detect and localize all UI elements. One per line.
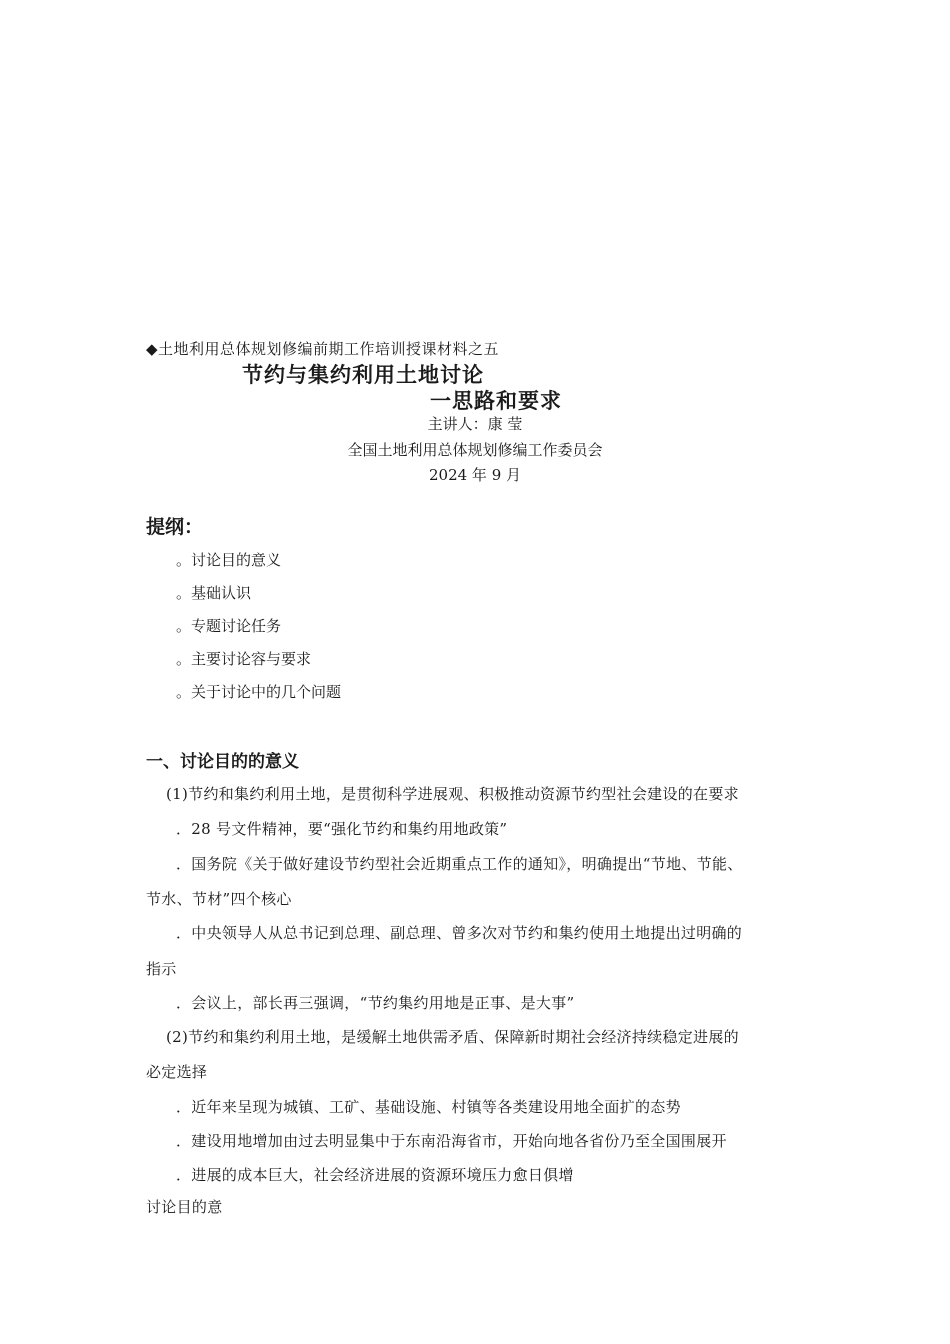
paragraph-line: ．近年来呈现为城镇、工矿、基础设施、村镇等各类建设用地全面扩的态势 [176,1098,681,1116]
organization: 全国土地利用总体规划修编工作委员会 [347,441,603,459]
outline-item: 。专题讨论任务 [176,617,282,635]
paragraph-line: 节水、节材”四个核心 [146,890,292,908]
paragraph-line: (2)节约和集约利用土地，是缓解土地供需矛盾、保障新时期社会经济持续稳定进展的 [166,1028,739,1046]
footer-text: 讨论目的意 [146,1198,223,1216]
outline-item: 。讨论目的意义 [176,551,282,569]
speaker: 主讲人：康 莹 [427,415,523,433]
paragraph-line: (1)节约和集约利用土地，是贯彻科学进展观、积极推动资源节约型社会建设的在要求 [166,785,739,803]
document-subtitle: 一思路和要求 [430,388,562,413]
document-title: 节约与集约利用土地讨论 [242,362,484,387]
outline-item: 。关于讨论中的几个问题 [176,683,342,701]
outline-heading: 提纲： [146,516,204,538]
paragraph-line: 必定选择 [146,1063,208,1081]
paragraph-line: ．中央领导人从总书记到总理、副总理、曾多次对节约和集约使用土地提出过明确的 [176,924,743,942]
outline-item: 。基础认识 [176,584,252,602]
outline-item: 。主要讨论容与要求 [176,650,312,668]
paragraph-line: ．国务院《关于做好建设节约型社会近期重点工作的通知》，明确提出“节地、节能、 [176,855,743,873]
paragraph-line: ．会议上，部长再三强调，“节约集约用地是正事、是大事” [176,994,575,1012]
paragraph-line: ．进展的成本巨大，社会经济进展的资源环境压力愈日俱增 [176,1166,574,1184]
series-note: ◆土地利用总体规划修编前期工作培训授课材料之五 [146,340,500,358]
paragraph-line: ．建设用地增加由过去明显集中于东南沿海省市，开始向地各省份乃至全国围展开 [176,1132,727,1150]
paragraph-line: 指示 [146,960,177,978]
date: 2024 年 9 月 [428,466,522,484]
section-heading: 一、讨论目的的意义 [146,752,299,772]
paragraph-line: ．28 号文件精神，要“强化节约和集约用地政策” [176,820,508,838]
